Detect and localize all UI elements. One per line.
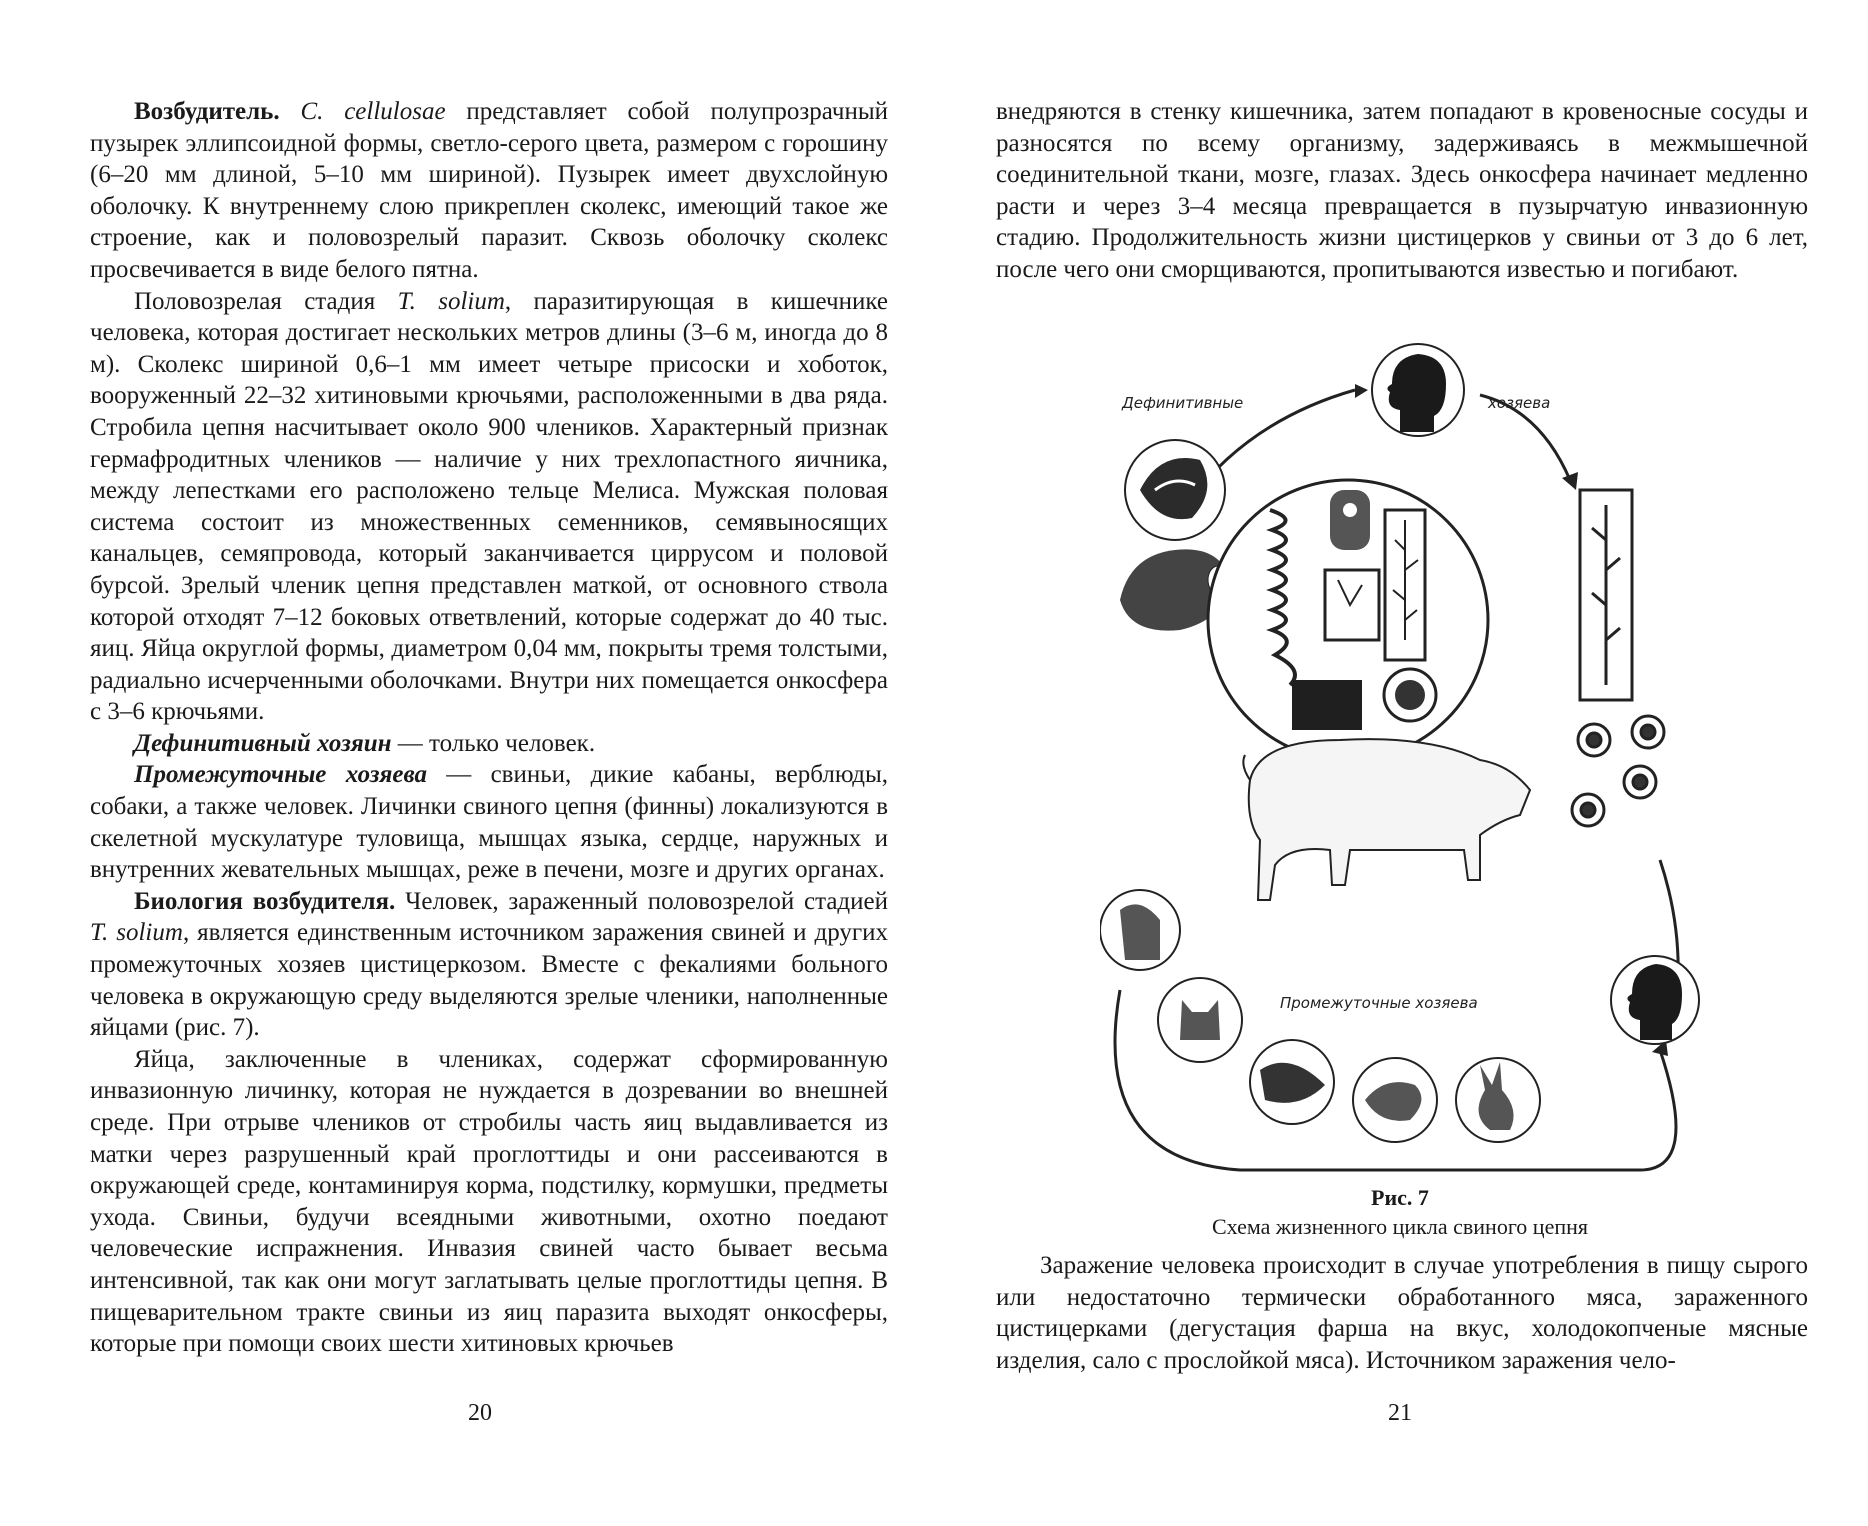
paragraph-text: , паразитирующая в кишечнике человека, которая достигает нескольких метров длины (3–6 м, иногда до 8 м). Сколекс шириной 0,6–1 мм имеет четыре присоски и хоботок, вооруженный 22–32 хитиновыми крючьями, расположенными в два ряда. Стробила цепня насчитывает около 900 члеников. Характерный признак гермафродитных члеников — наличие у них трехлопастного яичника, между лепестками его расположено тельце Мелиса. Мужская половая система состоит из множественных семенников, семявыносящих канальцев, семяпровода, который заканчивается циррусом и половой бурсой. Зрелый членик цепня представлен маткой, от основного ствола которой отходят 7–12 боковых ответвлений, которые содержат до 40 тыс. яиц. Яйца округлой формы, диаметром 0,04 мм, покрыты тремя толстыми, радиально исчерченными оболочками. Внутри них помещается онкосфера с 3–6 крючьями. — [90, 287, 888, 726]
paragraph-text: Человек, зараженный половозрелой стадией — [395, 887, 888, 915]
cat-icon — [1158, 978, 1242, 1062]
paragraph-pathogen — [90, 96, 888, 286]
boar-icon — [1250, 1040, 1334, 1124]
paragraph-biology — [90, 886, 888, 1044]
figure-caption-subtitle: Схема жизненного цикла свиного цепня — [1211, 1214, 1588, 1239]
pig-illustration — [1243, 739, 1530, 900]
intermediate-hosts-heading: Промежуточные хозяева — [134, 761, 427, 789]
paragraph-definitive-host — [90, 728, 888, 760]
paragraph-human-infection — [996, 1250, 1808, 1376]
page-number-left: 20 — [468, 1400, 492, 1426]
worm-stages-circle — [1208, 480, 1488, 760]
figure-caption-title: Рис. 7 — [1371, 1185, 1429, 1210]
human-head-icon — [1611, 956, 1699, 1044]
paragraph-text: — только человек. — [391, 729, 596, 757]
biology-heading: Биология возбудителя. — [134, 887, 396, 915]
left-page-text — [90, 96, 888, 1360]
right-page-text-bottom — [996, 1250, 1808, 1376]
definitive-host-heading: Дефинитивный хозяин — [134, 729, 392, 757]
paragraph-text: представляет собой полупрозрачный пузырек эллипсоидной формы, светло-серого цвета, размером с горошину (6–20 мм длиной, 5–10 мм шириной). Пузырек имеет двухслойную оболочку. К внутреннему слою прикреплен сколекс, имеющий такое же строение, как и половозрелый паразит. Сквозь оболочку сколекс просвечивается в виде белого пятна. — [90, 98, 888, 283]
paragraph-text-start: Половозрелая стадия — [134, 287, 398, 315]
paragraph-eggs — [90, 1044, 888, 1360]
paragraph-text: Заражение человека происходит в случае употребления в пищу сырого или недостаточно термически обработанного мяса, зараженного цистицерками (дегустация фарша на вкус, холодокопченые мясные изделия, сало с прослойкой мяса). Источником заражения чело- — [996, 1252, 1808, 1374]
eggs-illustration — [1572, 716, 1664, 826]
intermediate-hosts-label: Промежуточные хозяева — [1280, 994, 1478, 1012]
paragraph-intermediate-hosts — [90, 759, 888, 885]
definitive-hosts-label-right: хозяева — [1488, 394, 1551, 412]
paragraph-text: внедряются в стенку кишечника, затем попадают в кровеносные сосуды и разносятся по всему организму, задерживаясь в межмышечной соединительной ткани, мозге, глазах. Здесь онкосфера начинает медленно расти и через 3–4 месяца превращается в пузырчатую инвазионную стадию. Продолжительность жизни цистицерков у свиньи от 3 до 6 лет, после чего они сморщиваются, пропитываются известью и погибают. — [996, 98, 1808, 283]
species-name: T. solium — [90, 919, 183, 947]
rabbit-icon — [1456, 1058, 1540, 1142]
paragraph-adult-stage — [90, 286, 888, 728]
page-number-right: 21 — [1388, 1400, 1412, 1426]
dog-icon — [1353, 1058, 1437, 1142]
species-name: C. cellulosae — [300, 98, 446, 125]
pathogen-heading: Возбудитель. — [134, 98, 280, 125]
species-name: T. solium — [397, 287, 505, 315]
paragraph-text: Яйца, заключенные в члениках, содержат сформированную инвазионную личинку, которая не нуждается в дозревании во внешней среде. При отрыве члеников от стробилы часть яиц выдавливается из матки через разрушенный край проглоттиды и они рассеиваются в окружающей среде, контаминируя корма, подстилку, кормушки, предметы ухода. Свиньи, будучи всеядными животными, охотно поедают человеческие испражнения. Инвазия свиней часто бывает весьма интенсивной, так как они могут заглатывать целые проглоттиды цепня. В пищеварительном тракте свиньи из яиц паразита выходят онкосферы, которые при помощи своих шести хитиновых крючьев — [90, 1045, 888, 1358]
human-head-icon — [1372, 344, 1464, 436]
paragraph-text: — свиньи, дикие кабаны, верблюды, собаки, а также человек. Личинки свиного цепня (финны) локализуются в скелетной мускулатуре туловища, мышцах языка, сердце, наружных и внутренних жевательных мышцах, реже в печени, мозге и других органах. — [90, 761, 888, 884]
paragraph-continuation — [996, 96, 1808, 286]
paragraph-text: , является единственным источником заражения свиней и других промежуточных хозяев цистицеркозом. Вместе с фекалиями больного человека в окружающую среду выделяются зрелые членики, наполненные яйцами (рис. 7). — [90, 919, 888, 1042]
life-cycle-figure — [1100, 340, 1720, 1190]
mature-segment-illustration — [1580, 490, 1632, 700]
right-page-text-top — [996, 96, 1808, 286]
camel-icon — [1100, 890, 1180, 970]
definitive-hosts-label-left: Дефинитивные — [1122, 394, 1244, 412]
